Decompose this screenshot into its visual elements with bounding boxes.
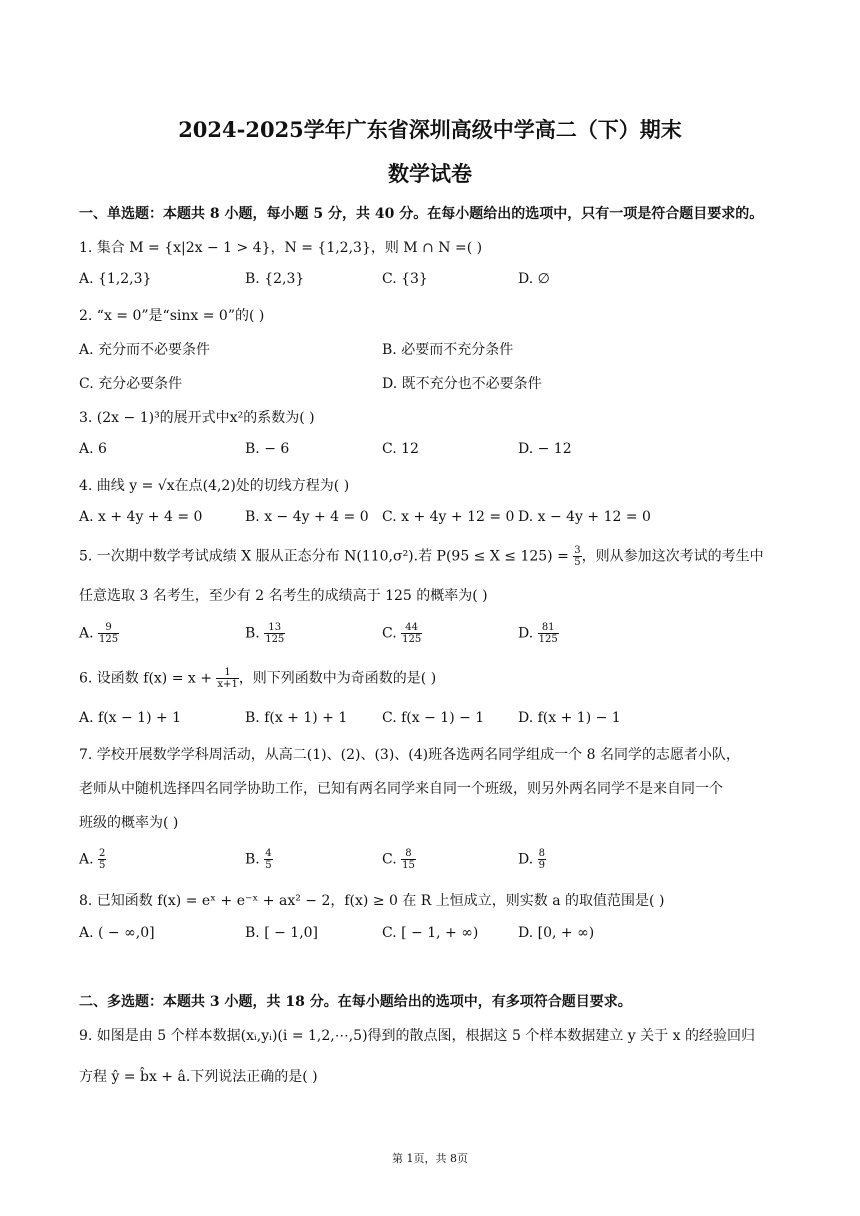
question-7-line2: 老师从中随机选择四名同学协助工作，已知有两名同学来自同一个班级，则另外两名同学不是来自同一个 [79,781,723,797]
question-7-option-b: B. $\frac{4}{5}$ [245,848,272,871]
question-6-option-b: B. f(x + 1) + 1 [245,710,348,726]
question-9-line2: 方程 ŷ = b̂x + â.下列说法正确的是( ) [79,1069,318,1085]
question-1-stem: 1. 集合 M = {x|2x − 1 > 4}，N = {1,2,3}，则 M ∩ N =( ) [79,240,483,256]
question-8-option-c: C. [ − 1, + ∞) [382,925,479,941]
question-7-option-d: D. $\frac{8}{9}$ [518,848,546,871]
question-3-option-a: A. 6 [79,441,107,457]
question-3-option-b: B. − 6 [245,441,290,457]
question-4-option-d: D. x − 4y + 12 = 0 [518,509,651,525]
question-1-option-b: B. {2,3} [245,271,305,287]
question-7-line1: 7. 学校开展数学学科周活动，从高二(1)、(2)、(3)、(4)班各选两名同学组成一个 8 名同学的志愿者小队， [79,747,740,763]
question-6-stem: 6. 设函数 f(x) = x + $\frac{1}{x+1}$ ，则下列函数中为奇函数的是( ) [79,667,437,690]
question-3-stem: 3. (2x − 1)³的展开式中x²的系数为( ) [79,410,315,426]
section-multiple-choice-heading: 二、多选题：本题共 3 小题，共 18 分。在每小题给出的选项中，有多项符合题目要求。 [79,994,632,1010]
section-single-choice-heading: 一、单选题：本题共 8 小题，每小题 5 分，共 40 分。在每小题给出的选项中，只有一项是符合题目要求的。 [79,206,764,222]
question-3-option-c: C. 12 [382,441,419,457]
question-5-option-d: D. $\frac{81}{125}$ [518,622,558,645]
question-1-option-d: D. ∅ [518,271,550,287]
question-2-option-a: A. 充分而不必要条件 [79,342,211,358]
question-7-option-c: C. $\frac{8}{15}$ [382,848,415,871]
question-4-option-a: A. x + 4y + 4 = 0 [79,509,203,525]
question-6-fraction: $\frac{1}{x+1}$ [217,667,238,690]
question-5-stem-part1: 5. 一次期中数学考试成绩 X 服从正态分布 N(110,σ²).若 P(95 ≤ X ≤ 125) = [79,548,569,565]
question-8-stem: 8. 已知函数 f(x) = eˣ + e⁻ˣ + ax² − 2，f(x) ≥ 0 在 R 上恒成立，则实数 a 的取值范围是( ) [79,893,665,909]
question-5-stem-part2: ，则从参加这次考试的考生中 [581,548,764,565]
question-5-fraction: $\frac{3}{5}$ [574,545,581,568]
question-4-stem: 4. 曲线 y = √x在点(4,2)处的切线方程为( ) [79,478,350,494]
question-6-option-a: A. f(x − 1) + 1 [79,710,182,726]
page-title: 2024-2025学年广东省深圳高级中学高二（下）期末 [178,117,682,142]
question-7-option-a: A. $\frac{2}{5}$ [79,848,106,871]
page-footer: 第 1页，共 8页 [392,1152,468,1165]
question-2-option-c: C. 充分必要条件 [79,376,183,392]
question-6-option-c: C. f(x − 1) − 1 [382,710,485,726]
question-1-option-a: A. {1,2,3} [79,271,152,287]
question-5-option-b: B. $\frac{13}{125}$ [245,622,285,645]
question-8-option-b: B. [ − 1,0] [245,925,319,941]
question-8-option-d: D. [0, + ∞) [518,925,595,941]
question-5-stem-line2: 任意选取 3 名考生，至少有 2 名考生的成绩高于 125 的概率为( ) [79,588,488,604]
question-8-option-a: A. ( − ∞,0] [79,925,155,941]
question-2-option-b: B. 必要而不充分条件 [382,342,514,358]
page-subtitle: 数学试卷 [388,161,472,186]
question-4-option-b: B. x − 4y + 4 = 0 [245,509,369,525]
question-4-option-c: C. x + 4y + 12 = 0 [382,509,515,525]
question-5-option-a: A. $\frac{9}{125}$ [79,622,119,645]
question-3-option-d: D. − 12 [518,441,572,457]
question-7-line3: 班级的概率为( ) [79,815,179,831]
question-2-stem: 2. “x = 0”是“sinx = 0”的( ) [79,308,265,324]
question-9-line1: 9. 如图是由 5 个样本数据(xᵢ,yᵢ)(i = 1,2,⋯,5)得到的散点图，根据这 5 个样本数据建立 y 关于 x 的经验回归 [79,1028,755,1044]
question-1-option-c: C. {3} [382,271,428,287]
question-6-option-d: D. f(x + 1) − 1 [518,710,621,726]
question-2-option-d: D. 既不充分也不必要条件 [382,376,542,392]
question-5-stem [79,545,764,568]
question-5-option-c: C. $\frac{44}{125}$ [382,622,422,645]
